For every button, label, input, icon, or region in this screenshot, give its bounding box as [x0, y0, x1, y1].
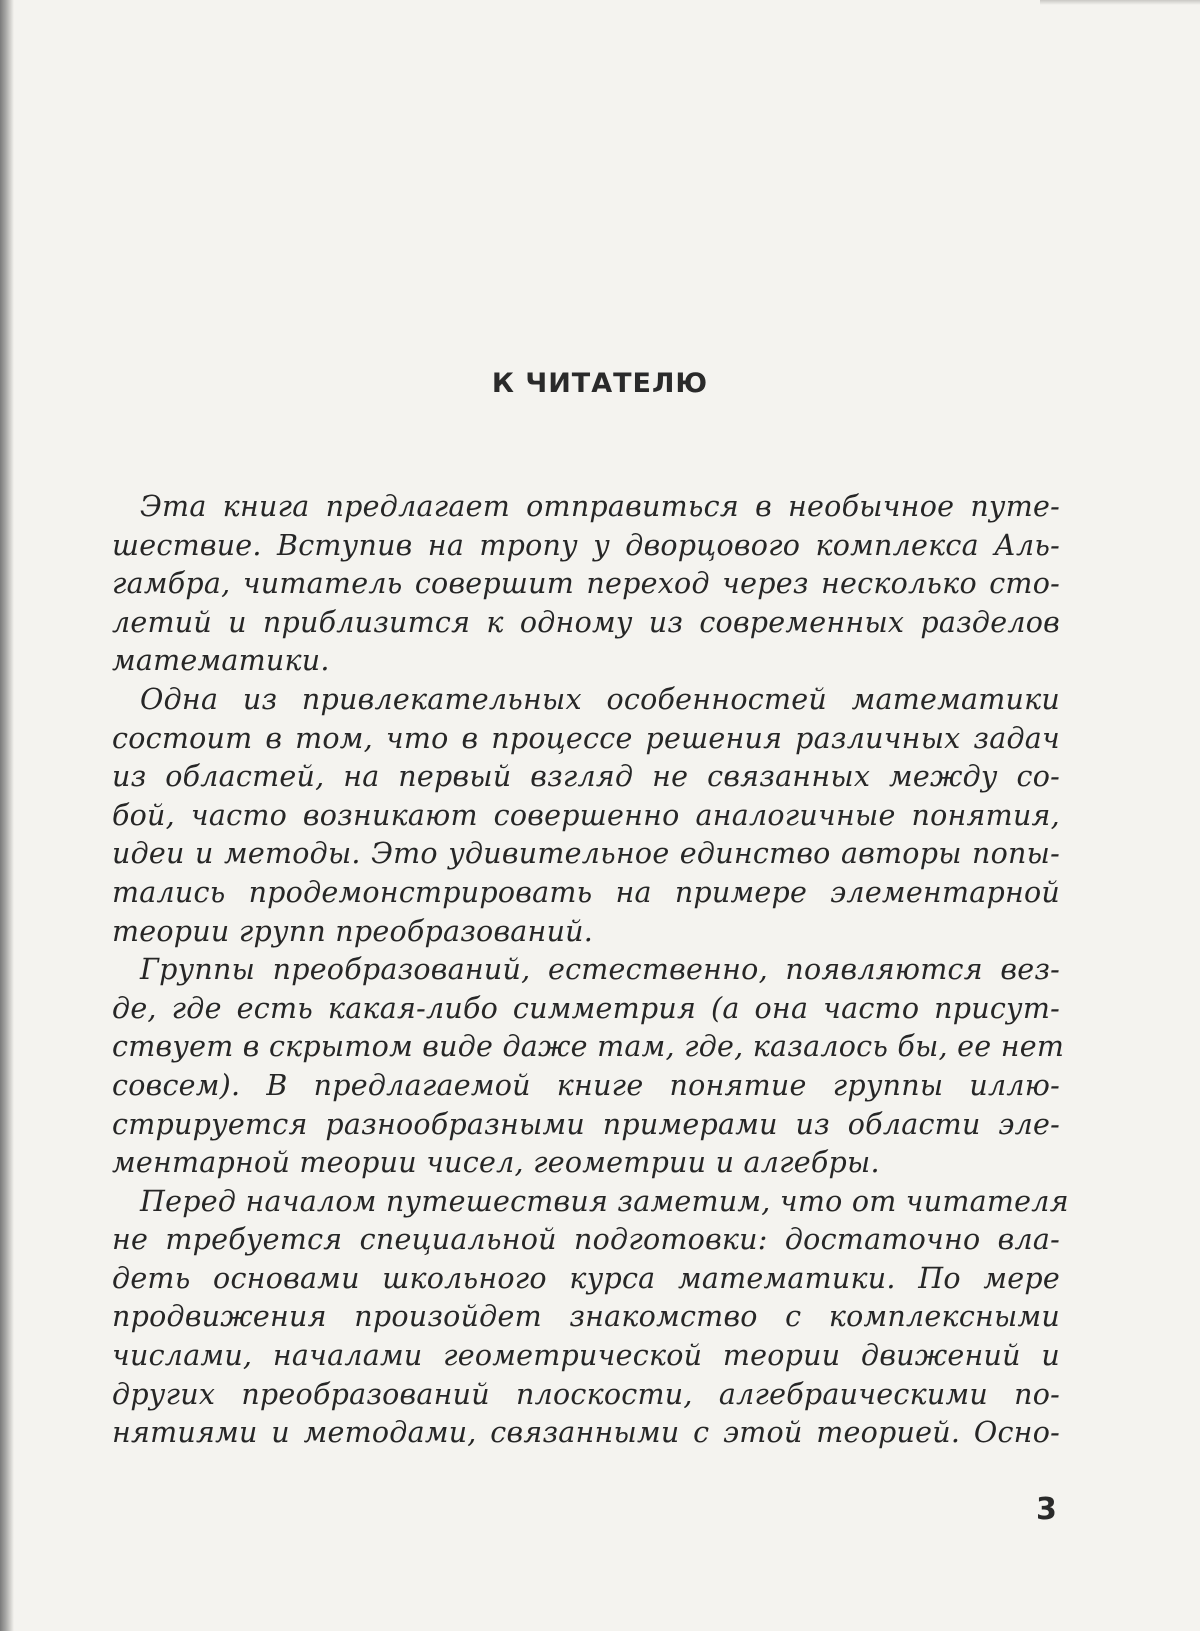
text-line: не требуется специальной подготовки: достаточно вла- — [112, 1221, 1060, 1260]
text-line: Эта книга предлагает отправиться в необычное путе- — [112, 488, 1060, 527]
body-text — [112, 488, 1060, 1453]
paragraph-3 — [112, 951, 1060, 1183]
text-line: ствует в скрытом виде даже там, где, казалось бы, ее нет — [112, 1028, 1060, 1067]
text-line: нятиями и методами, связанными с этой теорией. Осно- — [112, 1414, 1060, 1453]
text-line: гамбра, читатель совершит переход через несколько сто- — [112, 565, 1060, 604]
page-number: 3 — [1036, 1492, 1057, 1527]
text-line: деть основами школьного курса математики. По мере — [112, 1260, 1060, 1299]
page-heading: К ЧИТАТЕЛЮ — [0, 368, 1200, 399]
paragraph-4 — [112, 1183, 1060, 1453]
book-page — [0, 0, 1200, 1631]
text-line: совсем). В предлагаемой книге понятие группы иллю- — [112, 1067, 1060, 1106]
text-line: Группы преобразований, естественно, появляются вез- — [112, 951, 1060, 990]
text-line: стрируется разнообразными примерами из области эле- — [112, 1106, 1060, 1145]
text-line: шествие. Вступив на тропу у дворцового комплекса Аль- — [112, 527, 1060, 566]
text-line: из областей, на первый взгляд не связанных между со- — [112, 758, 1060, 797]
text-line: бой, часто возникают совершенно аналогичные понятия, — [112, 797, 1060, 836]
text-line: Перед началом путешествия заметим, что от читателя — [112, 1183, 1060, 1222]
text-line: Одна из привлекательных особенностей математики — [112, 681, 1060, 720]
text-line: тались продемонстрировать на примере элементарной — [112, 874, 1060, 913]
text-line: числами, началами геометрической теории движений и — [112, 1337, 1060, 1376]
scan-binding-shadow — [0, 0, 14, 1631]
text-line: других преобразований плоскости, алгебраическими по- — [112, 1376, 1060, 1415]
text-line: продвижения произойдет знакомство с комплексными — [112, 1298, 1060, 1337]
scan-top-edge-shadow — [1040, 0, 1200, 5]
text-line: де, где есть какая-либо симметрия (а она часто присут- — [112, 990, 1060, 1029]
text-line: состоит в том, что в процессе решения различных задач — [112, 720, 1060, 759]
text-line: идеи и методы. Это удивительное единство авторы попы- — [112, 835, 1060, 874]
text-line: летий и приблизится к одному из современных разделов — [112, 604, 1060, 643]
paragraph-2 — [112, 681, 1060, 951]
text-line: теории групп преобразований. — [112, 913, 1060, 952]
text-line: математики. — [112, 642, 1060, 681]
text-line: ментарной теории чисел, геометрии и алгебры. — [112, 1144, 1060, 1183]
paragraph-1 — [112, 488, 1060, 681]
